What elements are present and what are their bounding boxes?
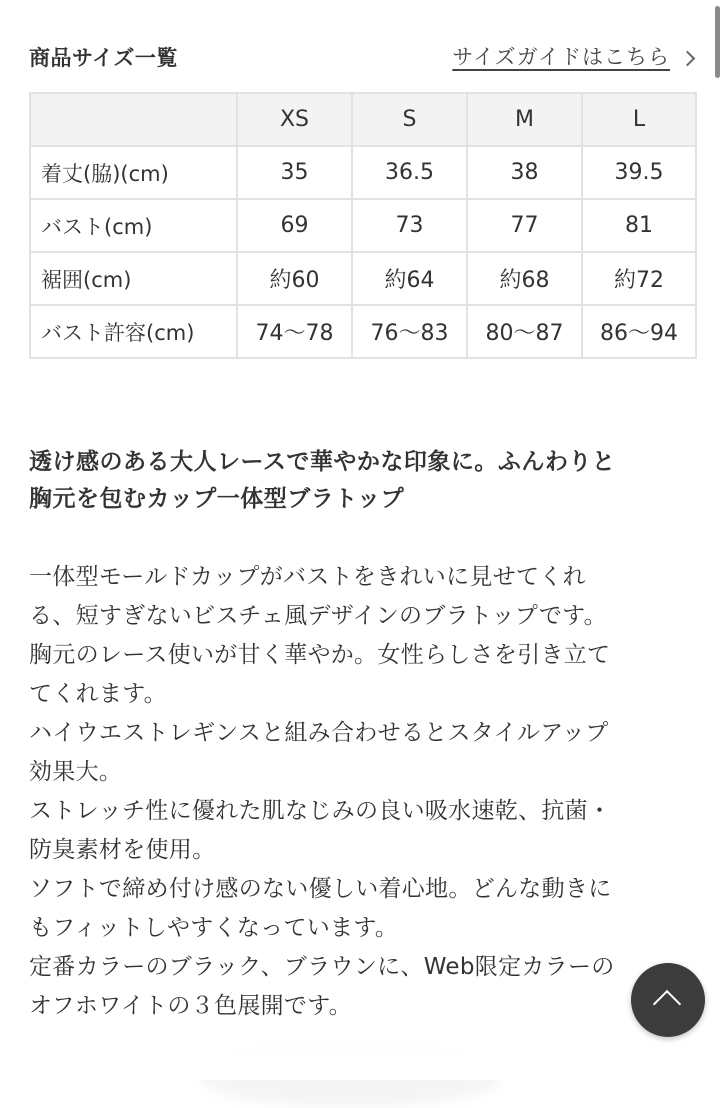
size-table-corner-cell: [30, 93, 237, 146]
row-label-length: 着丈(脇)(cm): [30, 146, 237, 199]
table-cell: 約64: [352, 252, 467, 305]
headline-line: 胸元を包むカップ一体型ブラトップ: [29, 486, 405, 512]
table-cell: 38: [467, 146, 582, 199]
table-cell: 約68: [467, 252, 582, 305]
table-cell: 69: [237, 199, 352, 252]
size-header-s: S: [352, 93, 467, 146]
table-cell: 35: [237, 146, 352, 199]
description-line: 胸元のレース使いが甘く華やか。女性らしさを引き立て: [29, 642, 611, 668]
description-line: ハイウエストレギンスと組み合わせるとスタイルアップ: [29, 720, 609, 746]
size-section-header: [29, 40, 701, 74]
size-header-l: L: [582, 93, 696, 146]
table-cell: 74〜78: [237, 305, 352, 358]
table-cell: 約60: [237, 252, 352, 305]
bottom-fade: [0, 1030, 724, 1080]
table-cell: 81: [582, 199, 696, 252]
table-cell: 86〜94: [582, 305, 696, 358]
description-line: ストレッチ性に優れた肌なじみの良い吸水速乾、抗菌・: [29, 798, 612, 824]
table-cell: 76〜83: [352, 305, 467, 358]
description-line: 効果大。: [29, 759, 123, 785]
description-line: もフィットしやすくなっています。: [29, 915, 399, 941]
product-headline: [29, 444, 699, 518]
size-header-xs: XS: [237, 93, 352, 146]
product-description: [29, 558, 709, 1026]
description-line: 一体型モールドカップがバストをきれいに見せてくれ: [29, 564, 586, 590]
scrollbar[interactable]: [715, 6, 720, 78]
description-line: 定番カラーのブラック、ブラウンに、Web限定カラーの: [29, 954, 615, 980]
row-label-hem: 裾囲(cm): [30, 252, 237, 305]
description-line: オフホワイトの３色展開です。: [29, 993, 352, 1019]
size-header-m: M: [467, 93, 582, 146]
chevron-right-icon: [680, 50, 696, 66]
back-to-top-button[interactable]: [631, 963, 705, 1037]
description-line: てくれます。: [29, 681, 167, 707]
chevron-up-icon: [653, 990, 681, 1018]
headline-line: 透け感のある大人レースで華やかな印象に。ふんわりと: [29, 449, 616, 475]
size-table-header-row: [30, 93, 696, 146]
table-row: [30, 305, 696, 358]
table-cell: 77: [467, 199, 582, 252]
table-row: [30, 146, 696, 199]
table-row: [30, 252, 696, 305]
size-list-title: 商品サイズ一覧: [29, 46, 178, 70]
table-cell: 80〜87: [467, 305, 582, 358]
description-line: ソフトで締め付け感のない優しい着心地。どんな動きに: [29, 876, 612, 902]
row-label-bust-range: バスト許容(cm): [30, 305, 237, 358]
table-cell: 36.5: [352, 146, 467, 199]
row-label-bust: バスト(cm): [30, 199, 237, 252]
table-cell: 39.5: [582, 146, 696, 199]
description-line: る、短すぎないビスチェ風デザインのブラトップです。: [29, 603, 607, 629]
size-guide-link-label[interactable]: サイズガイドはこちら: [452, 45, 670, 69]
table-row: [30, 199, 696, 252]
size-guide-link[interactable]: [452, 41, 693, 71]
table-cell: 73: [352, 199, 467, 252]
description-line: 防臭素材を使用。: [29, 837, 216, 863]
size-table: [29, 92, 697, 359]
table-cell: 約72: [582, 252, 696, 305]
